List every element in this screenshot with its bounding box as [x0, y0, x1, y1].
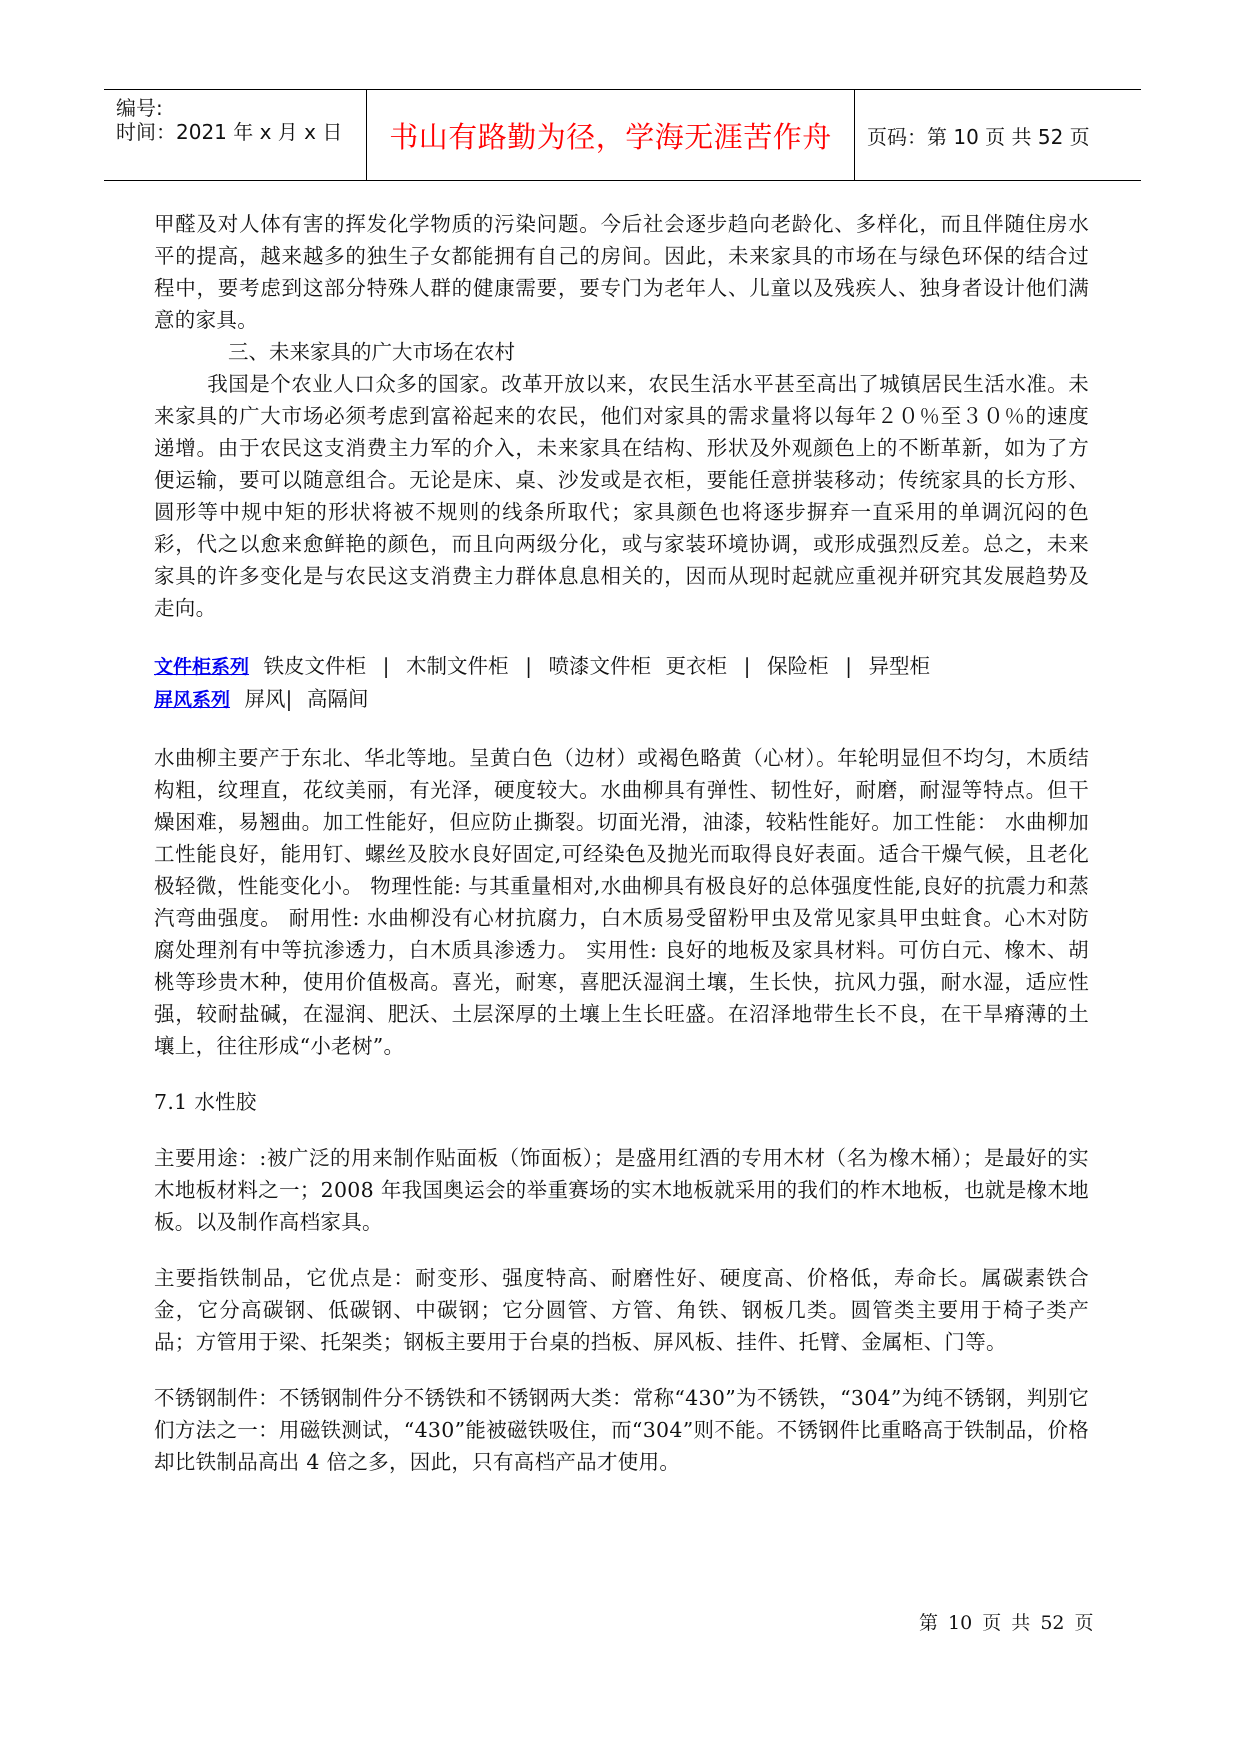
paragraph-ash-wood: 水曲柳主要产于东北、华北等地。呈黄白色（边材）或褐色略黄（心材）。年轮明显但不均匀，木质结构粗，纹理直，花纹美丽，有光泽，硬度较大。水曲柳具有弹性、韧性好，耐磨，耐湿等特点。但干燥困难，易翘曲。加工性能好，但应防止撕裂。切面光滑，油漆，较粘性能好。加工性能： 水曲柳加工性能良好，能用钉、螺丝及胶水良好固定,可经染色及抛光而取得良好表面。适合干燥气候，且老化极轻微，性能变化小。 物理性能: 与其重量相对,水曲柳具有极良好的总体强度性能,良好的抗震力和蒸汽弯曲强度。 耐用性: 水曲柳没有心材抗腐力，白木质易受留粉甲虫及常见家具甲虫蛀食。心木对防腐处理剂有中等抗渗透力，白木质具渗透力。 实用性: 良好的地板及家具材料。可仿白元、橡木、胡桃等珍贵木种，使用价值极高。喜光，耐寒，喜肥沃湿润土壤，生长快，抗风力强，耐水湿，适应性强，较耐盐碱，在湿润、肥沃、土层深厚的土壤上生长旺盛。在沼泽地带生长不良，在干旱瘠薄的土壤上，往往形成“小老树”。 [154, 746, 1089, 1058]
document-body [154, 208, 1089, 1478]
doc-number-label: 编号: [116, 96, 163, 120]
paragraph-stainless-steel: 不锈钢制件：不锈钢制件分不锈铁和不锈钢两大类：常称“430”为不锈铁，“304”为纯不锈钢，判别它们方法之一：用磁铁测试，“430”能被磁铁吸住，而“304”则不能。不锈钢件比重略高于铁制品，价格却比铁制品高出 4 倍之多，因此，只有高档产品才使用。 [154, 1386, 1089, 1474]
category-item[interactable]: 异型柜 [868, 654, 931, 678]
separator: | [285, 687, 293, 711]
link-screen-series[interactable]: 屏风系列 [154, 689, 231, 711]
motto-text: 书山有路勤为径，学海无涯苦作舟 [389, 119, 832, 154]
category-item[interactable]: 铁皮文件柜 [263, 654, 367, 678]
category-row-screens [154, 683, 1089, 716]
separator: | [845, 654, 852, 678]
header-meta-cell [104, 90, 367, 180]
category-item[interactable]: 更衣柜 [665, 654, 728, 678]
link-file-cabinet-series[interactable]: 文件柜系列 [154, 656, 250, 678]
page-header [104, 89, 1141, 181]
header-motto-cell [367, 90, 855, 180]
paragraph-rural-market: 我国是个农业人口众多的国家。改革开放以来，农民生活水平甚至高出了城镇居民生活水准。未来家具的广大市场必须考虑到富裕起来的农民，他们对家具的需求量将以每年２０％至３０％的速度递增。由于农民这支消费主力军的介入，未来家具在结构、形状及外观颜色上的不断革新，如为了方便运输，要可以随意组合。无论是床、桌、沙发或是衣柜，要能任意拼装移动；传统家具的长方形、圆形等中规中矩的形状将被不规则的线条所取代；家具颜色也将逐步摒弃一直采用的单调沉闷的色彩，代之以愈来愈鲜艳的颜色，而且向两级分化，或与家装环境协调，或形成强烈反差。总之，未来家具的许多变化是与农民这支消费主力群体息息相关的，因而从现时起就应重视并研究其发展趋势及走向。 [154, 372, 1089, 620]
separator: | [382, 654, 390, 678]
section-heading-water-glue: 7.1 水性胶 [154, 1090, 257, 1114]
paragraph-main-uses: 主要用途：:被广泛的用来制作贴面板（饰面板）；是盛用红酒的专用木材（名为橡木桶）；是最好的实木地板材料之一；2008 年我国奥运会的举重赛场的实木地板就采用的我们的柞木地板，也就是橡木地板。以及制作高档家具。 [154, 1146, 1089, 1234]
header-page-cell [855, 90, 1141, 180]
category-item[interactable]: 喷漆文件柜 [548, 654, 652, 678]
category-item[interactable]: 木制文件柜 [406, 654, 509, 678]
category-item[interactable]: 保险柜 [767, 654, 829, 678]
paragraph-iron-products: 主要指铁制品，它优点是：耐变形、强度特高、耐磨性好、硬度高、价格低，寿命长。属碳素铁合金，它分高碳钢、低碳钢、中碳钢；它分圆管、方管、角铁、钢板几类。圆管类主要用于椅子类产品；方管用于梁、托架类；钢板主要用于台桌的挡板、屏风板、挂件、托臂、金属柜、门等。 [154, 1266, 1089, 1354]
separator: | [525, 654, 532, 678]
paragraph-elderly-children: 甲醛及对人体有害的挥发化学物质的污染问题。今后社会逐步趋向老龄化、多样化，而且伴随住房水平的提高，越来越多的独生子女都能拥有自己的房间。因此，未来家具的市场在与绿色环保的结合过程中，要考虑到这部分特殊人群的健康需要，要专门为老年人、儿童以及残疾人、独身者设计他们满意的家具。 [154, 212, 1089, 332]
section-heading-rural-market: 三、未来家具的广大市场在农村 [228, 340, 515, 364]
doc-time-label: 时间：2021 年 x 月 x 日 [116, 120, 343, 144]
page-footer-number: 第 10 页 共 52 页 [919, 1612, 1094, 1634]
category-item[interactable]: 高隔间 [307, 687, 369, 711]
header-page-info: 页码：第 10 页 共 52 页 [867, 124, 1090, 149]
category-item[interactable]: 屏风 [244, 687, 286, 711]
separator: | [743, 654, 751, 678]
category-row-file-cabinets [154, 650, 1089, 683]
